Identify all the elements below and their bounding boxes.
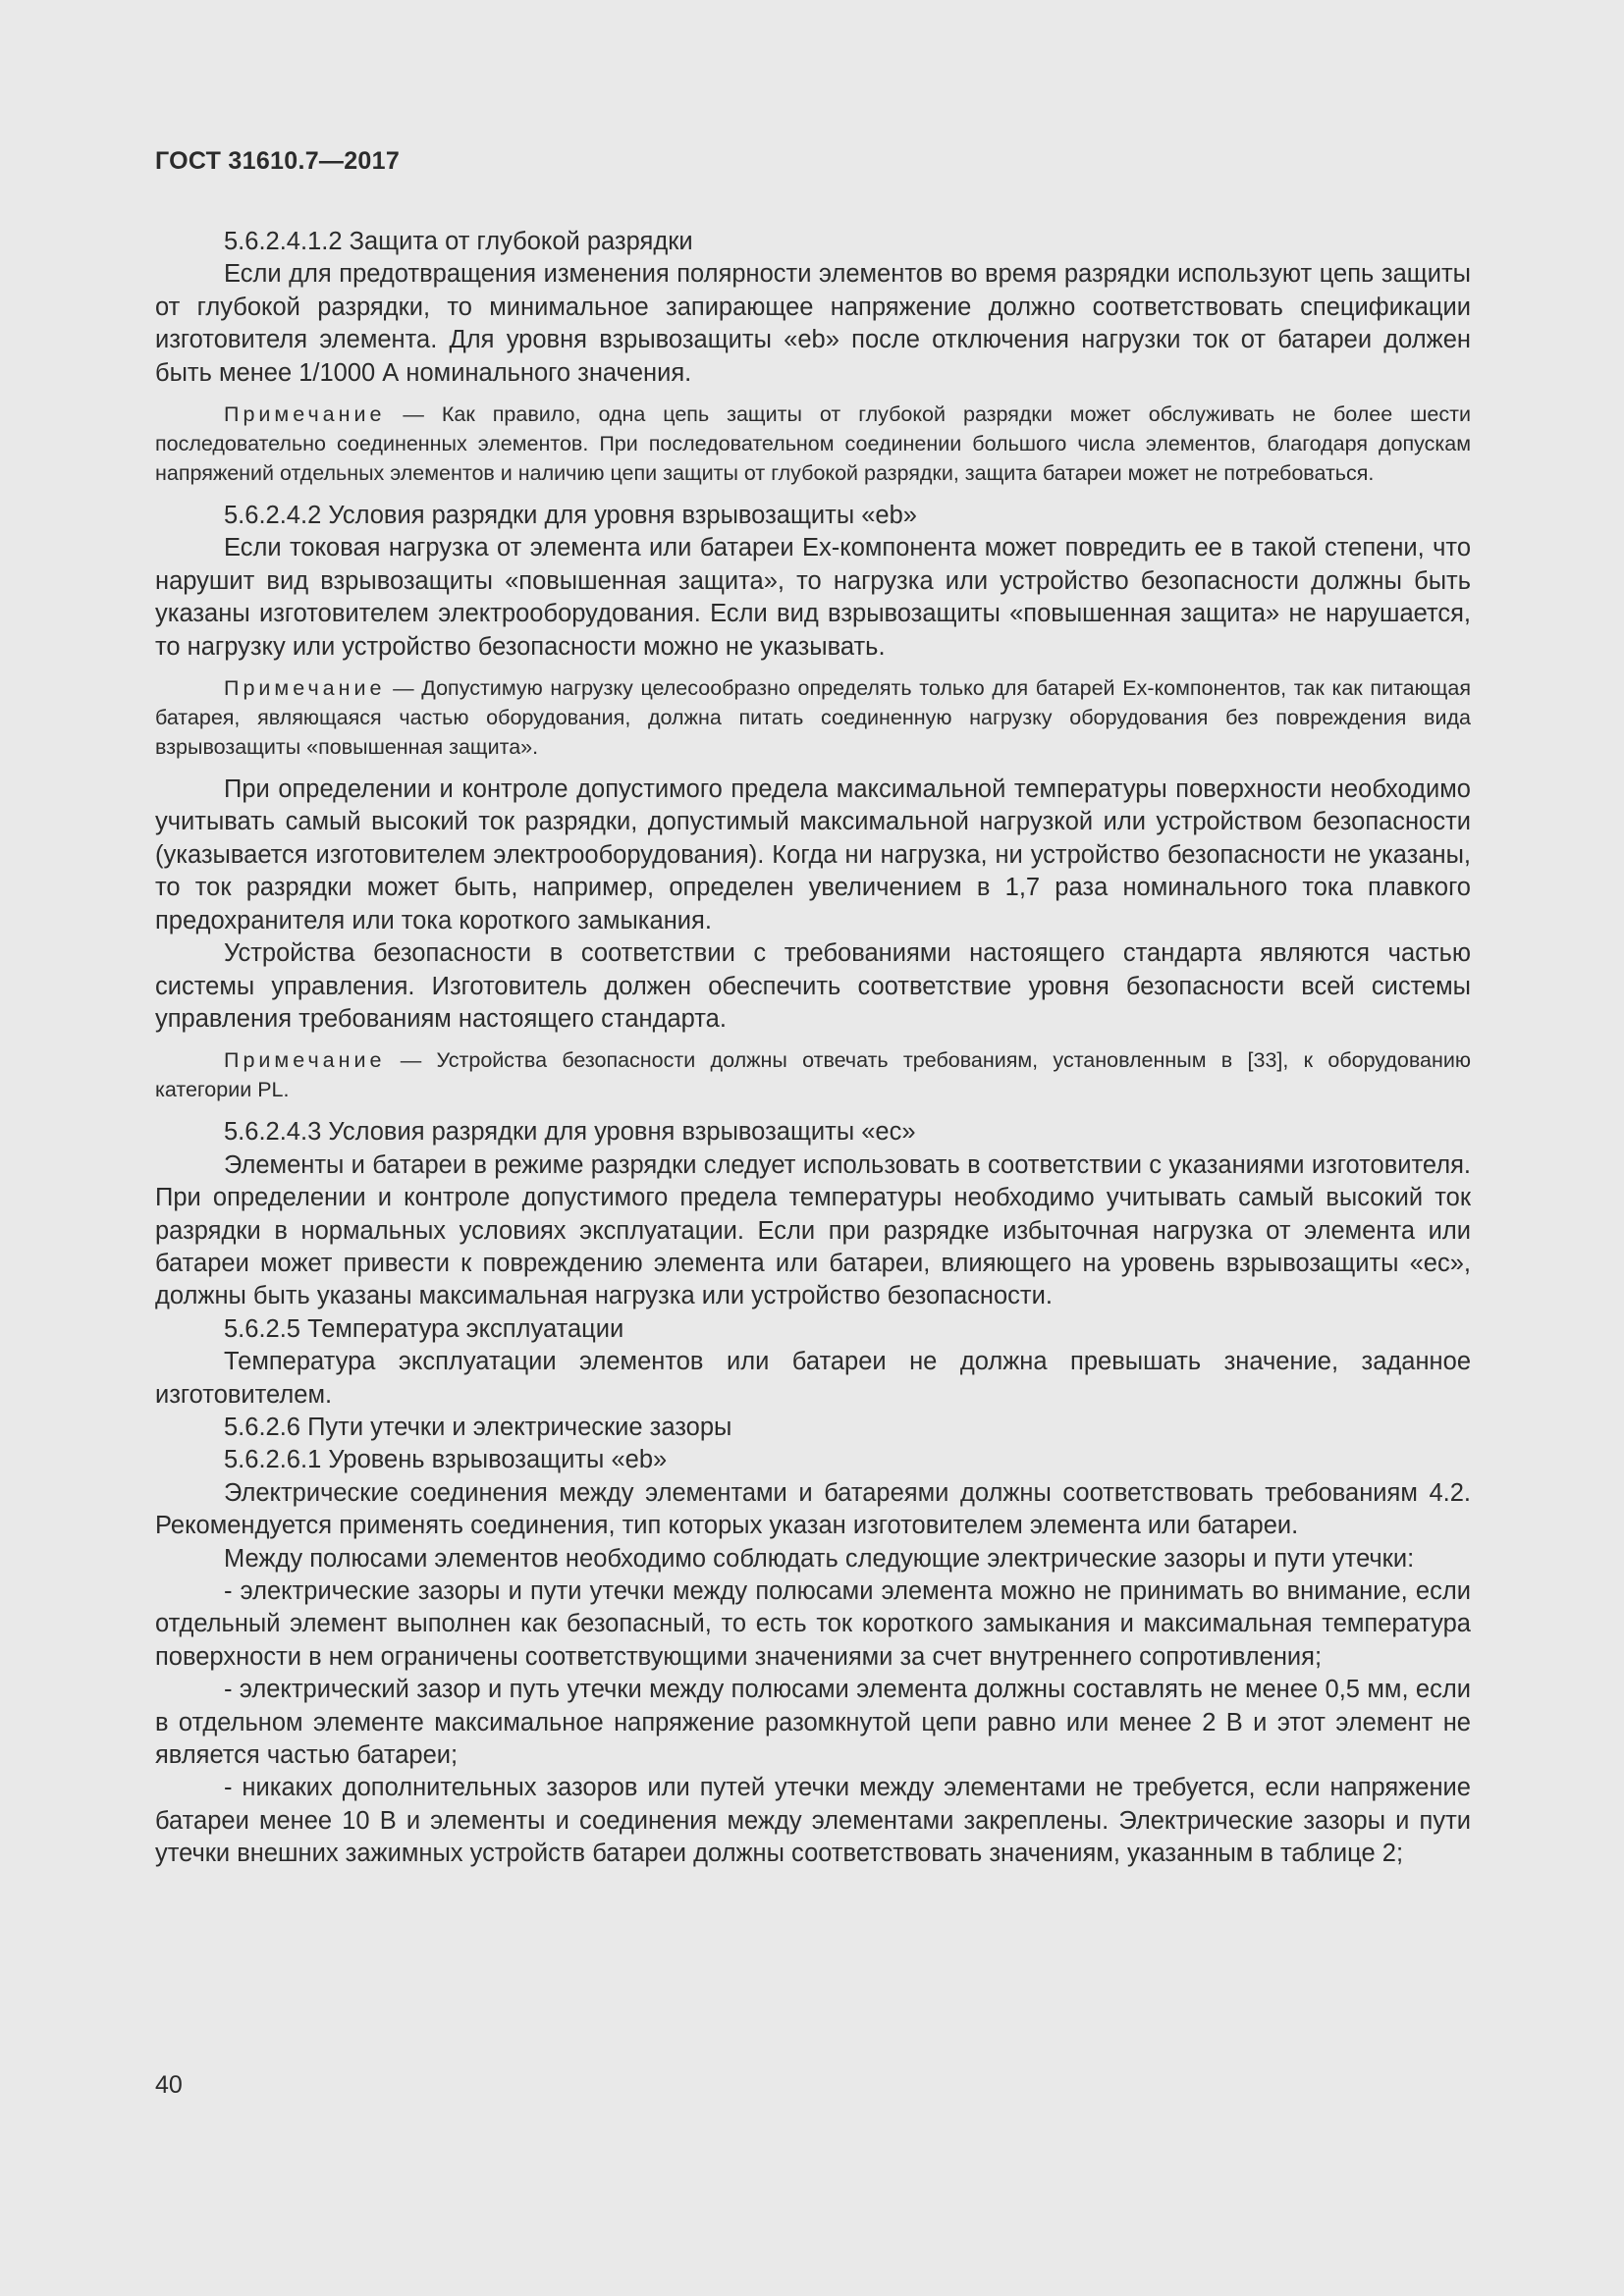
paragraph: Между полюсами элементов необходимо соблюдать следующие электрические зазоры и пути утечки: <box>224 1544 1415 1573</box>
section-heading: 5.6.2.4.2 Условия разрядки для уровня взрывозащиты «eb» <box>224 502 917 530</box>
note <box>155 1045 1471 1104</box>
list-item: - электрические зазоры и пути утечки между полюсами элемента можно не принимать во внимание, если отдельный элемент выполнен как безопасный, то есть ток короткого замыкания и максимальная температура поверхности в нем ограничены соответствующими значениями за счет внутреннего сопротивления; <box>155 1577 1471 1671</box>
page-number: 40 <box>155 2071 183 2099</box>
paragraph: Температура эксплуатации элементов или батареи не должна превышать значение, заданное изготовителем. <box>155 1348 1471 1409</box>
section-heading: 5.6.2.4.1.2 Защита от глубокой разрядки <box>224 228 693 255</box>
note-text: — Допустимую нагрузку целесообразно определять только для батарей Ех-компонентов, так как питающая батарея, являющаяся частью оборудования, должна питать соединенную нагрузку оборудования без повреждения вида взрывозащиты «повышенная защита». <box>155 676 1471 760</box>
section-heading: 5.6.2.6 Пути утечки и электрические зазоры <box>224 1413 732 1441</box>
note <box>155 673 1471 762</box>
paragraph: При определении и контроле допустимого предела максимальной температуры поверхности необходимо учитывать самый высокий ток разрядки, допустимый максимальной нагрузкой или устройством безопасности (указывается изготовителем электрооборудования). Когда ни нагрузка, ни устройство безопасности не указаны, то ток разрядки может быть, например, определен увеличением в 1,7 раза номинального тока плавкого предохранителя или тока короткого замыкания. <box>155 775 1471 934</box>
document-body <box>155 226 1471 1871</box>
paragraph: Электрические соединения между элементами и батареями должны соответствовать требованиям 4.2. Рекомендуется применять соединения, тип которых указан изготовителем элемента или батареи. <box>155 1478 1471 1540</box>
note-text: — Как правило, одна цепь защиты от глубокой разрядки может обслуживать не более шести последовательно соединенных элементов. При последовательном соединении большого числа элементов, благодаря допускам напряжений отдельных элементов и наличию цепи защиты от глубокой разрядки, защита батареи может не потребоваться. <box>155 402 1471 486</box>
section-heading: 5.6.2.5 Температура эксплуатации <box>224 1314 624 1343</box>
note-label: Примечание <box>224 1048 386 1073</box>
paragraph: Если для предотвращения изменения полярности элементов во время разрядки используют цепь защиты от глубокой разрядки, то минимальное запирающее напряжение должно соответствовать спецификации изготовителя элемента. Для уровня взрывозащиты «eb» после отключения нагрузки ток от батареи должен быть менее 1/1000 А номинального значения. <box>155 260 1471 387</box>
section-heading: 5.6.2.4.3 Условия разрядки для уровня взрывозащиты «ec» <box>224 1118 916 1147</box>
note-text: — Устройства безопасности должны отвечать требованиям, установленным в [33], к оборудованию категории PL. <box>155 1048 1471 1102</box>
paragraph: Элементы и батареи в режиме разрядки следует использовать в соответствии с указаниями изготовителя. При определении и контроле допустимого предела температуры необходимо учитывать самый высокий ток разрядки в нормальных условиях эксплуатации. Если при разрядке избыточная нагрузка от элемента или батареи может привести к повреждению элемента или батареи, влияющего на уровень взрывозащиты «ec», должны быть указаны максимальная нагрузка или устройство безопасности. <box>155 1150 1471 1310</box>
section-heading: 5.6.2.6.1 Уровень взрывозащиты «eb» <box>224 1446 668 1474</box>
list-item: - никаких дополнительных зазоров или путей утечки между элементами не требуется, если напряжение батареи менее 10 В и элементы и соединения между элементами закреплены. Электрические зазоры и пути утечки внешних зажимных устройств батареи должны соответствовать значениям, указанным в таблице 2; <box>155 1774 1471 1868</box>
note-label: Примечание <box>224 676 386 701</box>
note-label: Примечание <box>224 402 386 427</box>
paragraph: Если токовая нагрузка от элемента или батареи Ех-компонента может повредить ее в такой степени, что нарушит вид взрывозащиты «повышенная защита», то нагрузка или устройство безопасности должны быть указаны изготовителем электрооборудования. Если вид взрывозащиты «повышенная защита» не нарушается, то нагрузку или устройство безопасности можно не указывать. <box>155 534 1471 661</box>
list-item: - электрический зазор и путь утечки между полюсами элемента должны составлять не менее 0,5 мм, если в отдельном элементе максимальное напряжение разомкнутой цепи равно или менее 2 В и этот элемент не является частью батареи; <box>155 1676 1471 1770</box>
document-id: ГОСТ 31610.7—2017 <box>155 147 401 175</box>
note <box>155 400 1471 488</box>
paragraph: Устройства безопасности в соответствии с требованиями настоящего стандарта являются частью системы управления. Изготовитель должен обеспечить соответствие уровня безопасности всей системы управления требованиям настоящего стандарта. <box>155 939 1471 1033</box>
